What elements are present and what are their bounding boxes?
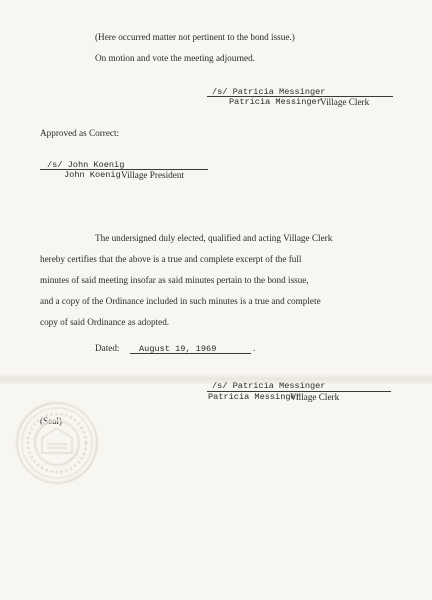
dated-end: . — [253, 343, 256, 353]
approved-label: Approved as Correct: — [40, 128, 120, 138]
clerk-title-1: Village Clerk — [320, 97, 370, 107]
certification-line-5: copy of said Ordinance as adopted. — [40, 317, 170, 327]
clerk-name-2: Patricia Messinger — [208, 392, 301, 402]
minutes-note: (Here occurred matter not pertinent to the bond issue.) — [95, 32, 295, 42]
president-name: John Koenig — [64, 170, 121, 180]
seal-label: (Seal) — [40, 416, 62, 426]
clerk-signature-2: /s/ Patricia Messinger — [212, 381, 326, 391]
clerk-signature-1: /s/ Patricia Messinger — [212, 87, 326, 97]
dated-label: Dated: — [95, 343, 120, 353]
president-signature: /s/ John Koenig — [47, 160, 125, 170]
clerk-title-2: Village Clerk — [290, 392, 340, 402]
certification-line-3: minutes of said meeting insofar as said minutes pertain to the bond issue, — [40, 275, 309, 285]
certification-line-1: The undersigned duly elected, qualified and acting Village Clerk — [95, 233, 333, 243]
minutes-motion: On motion and vote the meeting adjourned. — [95, 53, 255, 63]
clerk-name-1: Patricia Messinger — [229, 97, 322, 107]
president-title: Village President — [121, 170, 184, 180]
certification-line-2: hereby certifies that the above is a true and complete excerpt of the full — [40, 254, 302, 264]
dated-value: August 19, 1969 — [139, 344, 217, 354]
embossed-seal-icon — [12, 398, 102, 488]
dated-line — [130, 353, 251, 354]
certification-line-4: and a copy of the Ordinance included in such minutes is a true and complete — [40, 296, 321, 306]
